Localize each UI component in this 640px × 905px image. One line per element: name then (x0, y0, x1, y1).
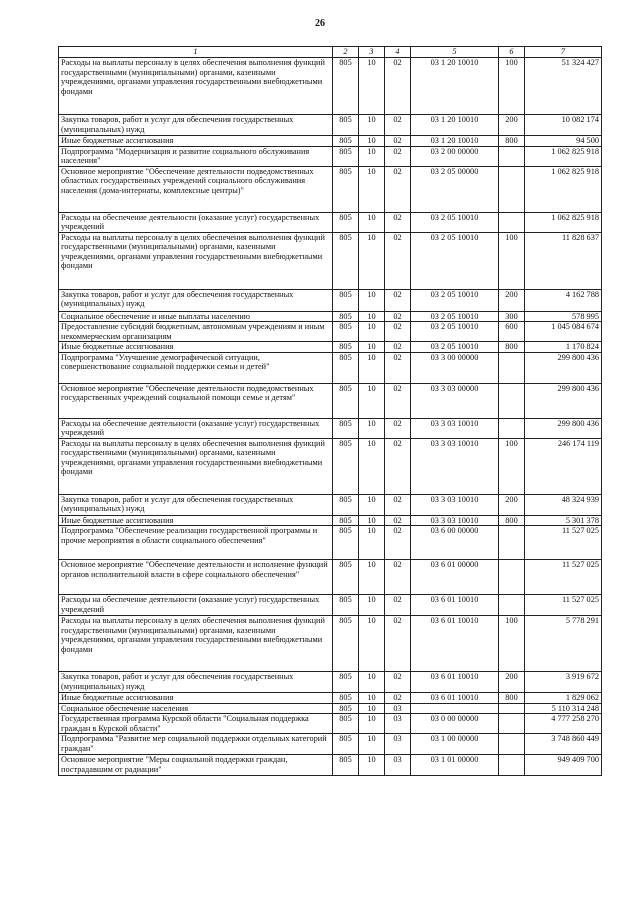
row-subsection: 02 (385, 616, 411, 672)
row-amount: 1 170 824 (525, 342, 602, 353)
row-expense-type (499, 560, 525, 595)
row-amount: 5 301 378 (525, 515, 602, 526)
row-section: 10 (359, 672, 385, 693)
row-grbs: 805 (333, 383, 359, 418)
table-row (59, 693, 602, 704)
row-grbs: 805 (333, 136, 359, 147)
table-row (59, 714, 602, 734)
row-subsection: 03 (385, 755, 411, 776)
table-row (59, 703, 602, 714)
row-subsection: 02 (385, 438, 411, 494)
row-grbs: 805 (333, 352, 359, 383)
row-section: 10 (359, 734, 385, 755)
table-row (59, 352, 602, 383)
table-row (59, 438, 602, 494)
row-subsection: 02 (385, 58, 411, 115)
row-subsection: 02 (385, 693, 411, 704)
row-target-article: 03 3 00 00000 (411, 352, 499, 383)
row-expense-type (499, 352, 525, 383)
row-amount: 949 409 700 (525, 755, 602, 776)
row-section: 10 (359, 383, 385, 418)
row-section: 10 (359, 693, 385, 704)
row-description: Предоставление субсидий бюджетным, автономным учреждениям и иным некоммерческим организациям (59, 322, 333, 342)
row-section: 10 (359, 342, 385, 353)
row-amount: 1 062 825 918 (525, 166, 602, 212)
row-section: 10 (359, 352, 385, 383)
row-target-article: 03 2 05 10010 (411, 322, 499, 342)
row-amount: 299 800 436 (525, 352, 602, 383)
row-amount: 4 162 788 (525, 289, 602, 311)
row-target-article: 03 1 20 10010 (411, 115, 499, 136)
row-subsection: 02 (385, 560, 411, 595)
row-section: 10 (359, 714, 385, 734)
row-subsection: 02 (385, 418, 411, 438)
row-grbs: 805 (333, 526, 359, 560)
table-row (59, 212, 602, 232)
row-amount: 11 527 025 (525, 595, 602, 616)
row-subsection: 02 (385, 526, 411, 560)
row-subsection: 02 (385, 232, 411, 289)
row-target-article: 03 2 05 10010 (411, 232, 499, 289)
row-subsection: 02 (385, 166, 411, 212)
row-grbs: 805 (333, 616, 359, 672)
row-amount: 11 527 025 (525, 526, 602, 560)
row-amount: 3 919 672 (525, 672, 602, 693)
row-subsection: 02 (385, 515, 411, 526)
row-grbs: 805 (333, 494, 359, 515)
row-expense-type (499, 418, 525, 438)
row-target-article: 03 3 03 10010 (411, 438, 499, 494)
row-section: 10 (359, 616, 385, 672)
row-target-article: 03 2 05 10010 (411, 342, 499, 353)
row-grbs: 805 (333, 58, 359, 115)
table-row (59, 755, 602, 776)
table-row (59, 322, 602, 342)
row-grbs: 805 (333, 755, 359, 776)
table-row (59, 342, 602, 353)
row-grbs: 805 (333, 418, 359, 438)
row-target-article: 03 6 01 10010 (411, 616, 499, 672)
row-amount: 11 527 025 (525, 560, 602, 595)
row-grbs: 805 (333, 342, 359, 353)
row-section: 10 (359, 311, 385, 322)
row-subsection: 02 (385, 311, 411, 322)
row-target-article: 03 1 01 00000 (411, 755, 499, 776)
row-description: Закупка товаров, работ и услуг для обеспечения государственных (муниципальных) нужд (59, 494, 333, 515)
row-description: Закупка товаров, работ и услуг для обеспечения государственных (муниципальных) нужд (59, 672, 333, 693)
row-section: 10 (359, 755, 385, 776)
row-target-article (411, 703, 499, 714)
table-row (59, 115, 602, 136)
row-subsection: 03 (385, 703, 411, 714)
row-section: 10 (359, 166, 385, 212)
row-amount: 578 995 (525, 311, 602, 322)
table-row (59, 289, 602, 311)
row-amount: 11 828 637 (525, 232, 602, 289)
budget-table (58, 46, 602, 776)
row-description: Подпрограмма "Улучшение демографической ситуации, совершенствование социальной поддержки семьи и детей" (59, 352, 333, 383)
row-description: Основное мероприятие "Обеспечение деятельности и исполнение функций органов исполнительной власти в сфере социального обеспечения" (59, 560, 333, 595)
row-description: Основное мероприятие "Меры социальной поддержки граждан, пострадавшим от радиации" (59, 755, 333, 776)
row-amount: 51 324 427 (525, 58, 602, 115)
row-target-article: 03 1 00 00000 (411, 734, 499, 755)
table-row (59, 418, 602, 438)
row-description: Социальное обеспечение и иные выплаты населению (59, 311, 333, 322)
row-expense-type (499, 714, 525, 734)
page-number: 26 (315, 18, 325, 29)
row-target-article: 03 6 00 00000 (411, 526, 499, 560)
row-expense-type: 100 (499, 58, 525, 115)
row-grbs: 805 (333, 212, 359, 232)
row-expense-type: 600 (499, 322, 525, 342)
row-amount: 3 748 860 449 (525, 734, 602, 755)
table-row (59, 232, 602, 289)
row-expense-type (499, 734, 525, 755)
row-expense-type (499, 212, 525, 232)
row-target-article: 03 6 01 10010 (411, 672, 499, 693)
row-target-article: 03 6 01 00000 (411, 560, 499, 595)
row-description: Подпрограмма "Обеспечение реализации государственной программы и прочие мероприятия в области социального обеспечения" (59, 526, 333, 560)
row-expense-type (499, 755, 525, 776)
row-grbs: 805 (333, 322, 359, 342)
table-row (59, 595, 602, 616)
header-cell: 7 (525, 47, 602, 58)
row-subsection: 02 (385, 595, 411, 616)
row-expense-type: 800 (499, 342, 525, 353)
row-amount: 299 800 436 (525, 418, 602, 438)
row-expense-type: 100 (499, 438, 525, 494)
row-grbs: 805 (333, 438, 359, 494)
row-amount: 1 062 825 918 (525, 212, 602, 232)
row-subsection: 02 (385, 115, 411, 136)
row-subsection: 03 (385, 714, 411, 734)
row-grbs: 805 (333, 672, 359, 693)
row-section: 10 (359, 560, 385, 595)
row-target-article: 03 1 20 10010 (411, 136, 499, 147)
row-expense-type (499, 595, 525, 616)
row-description: Иные бюджетные ассигнования (59, 136, 333, 147)
row-target-article: 03 3 03 10010 (411, 418, 499, 438)
row-section: 10 (359, 515, 385, 526)
row-amount: 5 110 314 248 (525, 703, 602, 714)
row-grbs: 805 (333, 166, 359, 212)
row-section: 10 (359, 115, 385, 136)
row-expense-type: 200 (499, 115, 525, 136)
row-amount: 1 062 825 918 (525, 146, 602, 166)
row-description: Расходы на обеспечение деятельности (оказание услуг) государственных учреждений (59, 595, 333, 616)
row-subsection: 02 (385, 342, 411, 353)
table-row (59, 494, 602, 515)
row-grbs: 805 (333, 115, 359, 136)
row-expense-type (499, 526, 525, 560)
row-expense-type (499, 166, 525, 212)
row-description: Расходы на выплаты персоналу в целях обеспечения выполнения функций государственными (муниципальными) органами, казенными учреждениями, органами управления государственными внебюджетными фондами (59, 58, 333, 115)
row-target-article: 03 2 05 00000 (411, 166, 499, 212)
row-description: Основное мероприятие "Обеспечение деятельности подведомственных государственных учреждений социальной помощи семье и детям" (59, 383, 333, 418)
row-description: Основное мероприятие "Обеспечение деятельности подведомственных областных государственных учреждений социального обслуживания населения (дома-интернаты, комплексные центры)" (59, 166, 333, 212)
row-grbs: 805 (333, 289, 359, 311)
row-amount: 94 500 (525, 136, 602, 147)
row-description: Расходы на выплаты персоналу в целях обеспечения выполнения функций государственными (муниципальными) органами, казенными учреждениями, органами управления государственными внебюджетными фондами (59, 438, 333, 494)
row-expense-type: 200 (499, 494, 525, 515)
table-row (59, 616, 602, 672)
row-section: 10 (359, 595, 385, 616)
row-target-article: 03 2 05 10010 (411, 311, 499, 322)
table-header-row (59, 47, 602, 58)
row-expense-type: 800 (499, 136, 525, 147)
row-section: 10 (359, 438, 385, 494)
row-amount: 1 045 084 674 (525, 322, 602, 342)
row-subsection: 02 (385, 146, 411, 166)
row-description: Расходы на обеспечение деятельности (оказание услуг) государственных учреждений (59, 418, 333, 438)
header-cell: 1 (59, 47, 333, 58)
row-subsection: 02 (385, 672, 411, 693)
row-subsection: 03 (385, 734, 411, 755)
row-amount: 299 800 436 (525, 383, 602, 418)
row-amount: 4 777 258 270 (525, 714, 602, 734)
row-target-article: 03 3 03 10010 (411, 494, 499, 515)
row-target-article: 03 2 00 00000 (411, 146, 499, 166)
table-row (59, 515, 602, 526)
row-target-article: 03 1 20 10010 (411, 58, 499, 115)
row-section: 10 (359, 494, 385, 515)
header-cell: 3 (359, 47, 385, 58)
row-description: Иные бюджетные ассигнования (59, 342, 333, 353)
row-target-article: 03 3 03 00000 (411, 383, 499, 418)
row-grbs: 805 (333, 146, 359, 166)
row-expense-type: 200 (499, 672, 525, 693)
row-grbs: 805 (333, 703, 359, 714)
table-row (59, 58, 602, 115)
row-expense-type: 300 (499, 311, 525, 322)
header-cell: 6 (499, 47, 525, 58)
row-target-article: 03 3 03 10010 (411, 515, 499, 526)
row-target-article: 03 2 05 10010 (411, 212, 499, 232)
table-row (59, 734, 602, 755)
table-row (59, 383, 602, 418)
row-section: 10 (359, 289, 385, 311)
row-description: Расходы на выплаты персоналу в целях обеспечения выполнения функций государственными (муниципальными) органами, казенными учреждениями, органами управления государственными внебюджетными фондами (59, 232, 333, 289)
row-subsection: 02 (385, 136, 411, 147)
header-cell: 4 (385, 47, 411, 58)
row-amount: 48 324 939 (525, 494, 602, 515)
row-description: Расходы на выплаты персоналу в целях обеспечения выполнения функций государственными (муниципальными) органами, казенными учреждениями, органами управления государственными внебюджетными фондами (59, 616, 333, 672)
row-description: Закупка товаров, работ и услуг для обеспечения государственных (муниципальных) нужд (59, 289, 333, 311)
row-grbs: 805 (333, 595, 359, 616)
table-row (59, 146, 602, 166)
row-description: Подпрограмма "Модернизация и развитие социального обслуживания населения" (59, 146, 333, 166)
row-section: 10 (359, 418, 385, 438)
row-expense-type: 100 (499, 232, 525, 289)
row-description: Государственная программа Курской области "Социальная поддержка граждан в Курской области" (59, 714, 333, 734)
row-amount: 10 082 174 (525, 115, 602, 136)
row-section: 10 (359, 212, 385, 232)
row-grbs: 805 (333, 515, 359, 526)
table-row (59, 672, 602, 693)
row-amount: 246 174 119 (525, 438, 602, 494)
row-description: Социальное обеспечение населения (59, 703, 333, 714)
row-expense-type (499, 383, 525, 418)
row-grbs: 805 (333, 232, 359, 289)
table-row (59, 526, 602, 560)
row-amount: 5 778 291 (525, 616, 602, 672)
row-expense-type: 800 (499, 693, 525, 704)
table-row (59, 560, 602, 595)
row-subsection: 02 (385, 383, 411, 418)
row-description: Расходы на обеспечение деятельности (оказание услуг) государственных учреждений (59, 212, 333, 232)
row-target-article: 03 0 00 00000 (411, 714, 499, 734)
row-grbs: 805 (333, 311, 359, 322)
row-subsection: 02 (385, 352, 411, 383)
row-subsection: 02 (385, 322, 411, 342)
row-description: Закупка товаров, работ и услуг для обеспечения государственных (муниципальных) нужд (59, 115, 333, 136)
header-cell: 2 (333, 47, 359, 58)
row-subsection: 02 (385, 212, 411, 232)
row-section: 10 (359, 58, 385, 115)
row-section: 10 (359, 146, 385, 166)
row-description: Иные бюджетные ассигнования (59, 693, 333, 704)
row-section: 10 (359, 322, 385, 342)
row-amount: 1 829 062 (525, 693, 602, 704)
row-grbs: 805 (333, 714, 359, 734)
row-expense-type: 200 (499, 289, 525, 311)
row-expense-type (499, 146, 525, 166)
row-subsection: 02 (385, 289, 411, 311)
row-subsection: 02 (385, 494, 411, 515)
row-expense-type: 800 (499, 515, 525, 526)
table-row (59, 311, 602, 322)
row-description: Подпрограмма "Развитие мер социальной поддержки отдельных категорий граждан" (59, 734, 333, 755)
row-expense-type (499, 703, 525, 714)
row-description: Иные бюджетные ассигнования (59, 515, 333, 526)
row-grbs: 805 (333, 693, 359, 704)
row-target-article: 03 6 01 10010 (411, 595, 499, 616)
row-grbs: 805 (333, 734, 359, 755)
row-section: 10 (359, 526, 385, 560)
row-target-article: 03 6 01 10010 (411, 693, 499, 704)
row-section: 10 (359, 232, 385, 289)
row-target-article: 03 2 05 10010 (411, 289, 499, 311)
row-section: 10 (359, 703, 385, 714)
header-cell: 5 (411, 47, 499, 58)
row-grbs: 805 (333, 560, 359, 595)
table-row (59, 166, 602, 212)
row-section: 10 (359, 136, 385, 147)
row-expense-type: 100 (499, 616, 525, 672)
table-row (59, 136, 602, 147)
